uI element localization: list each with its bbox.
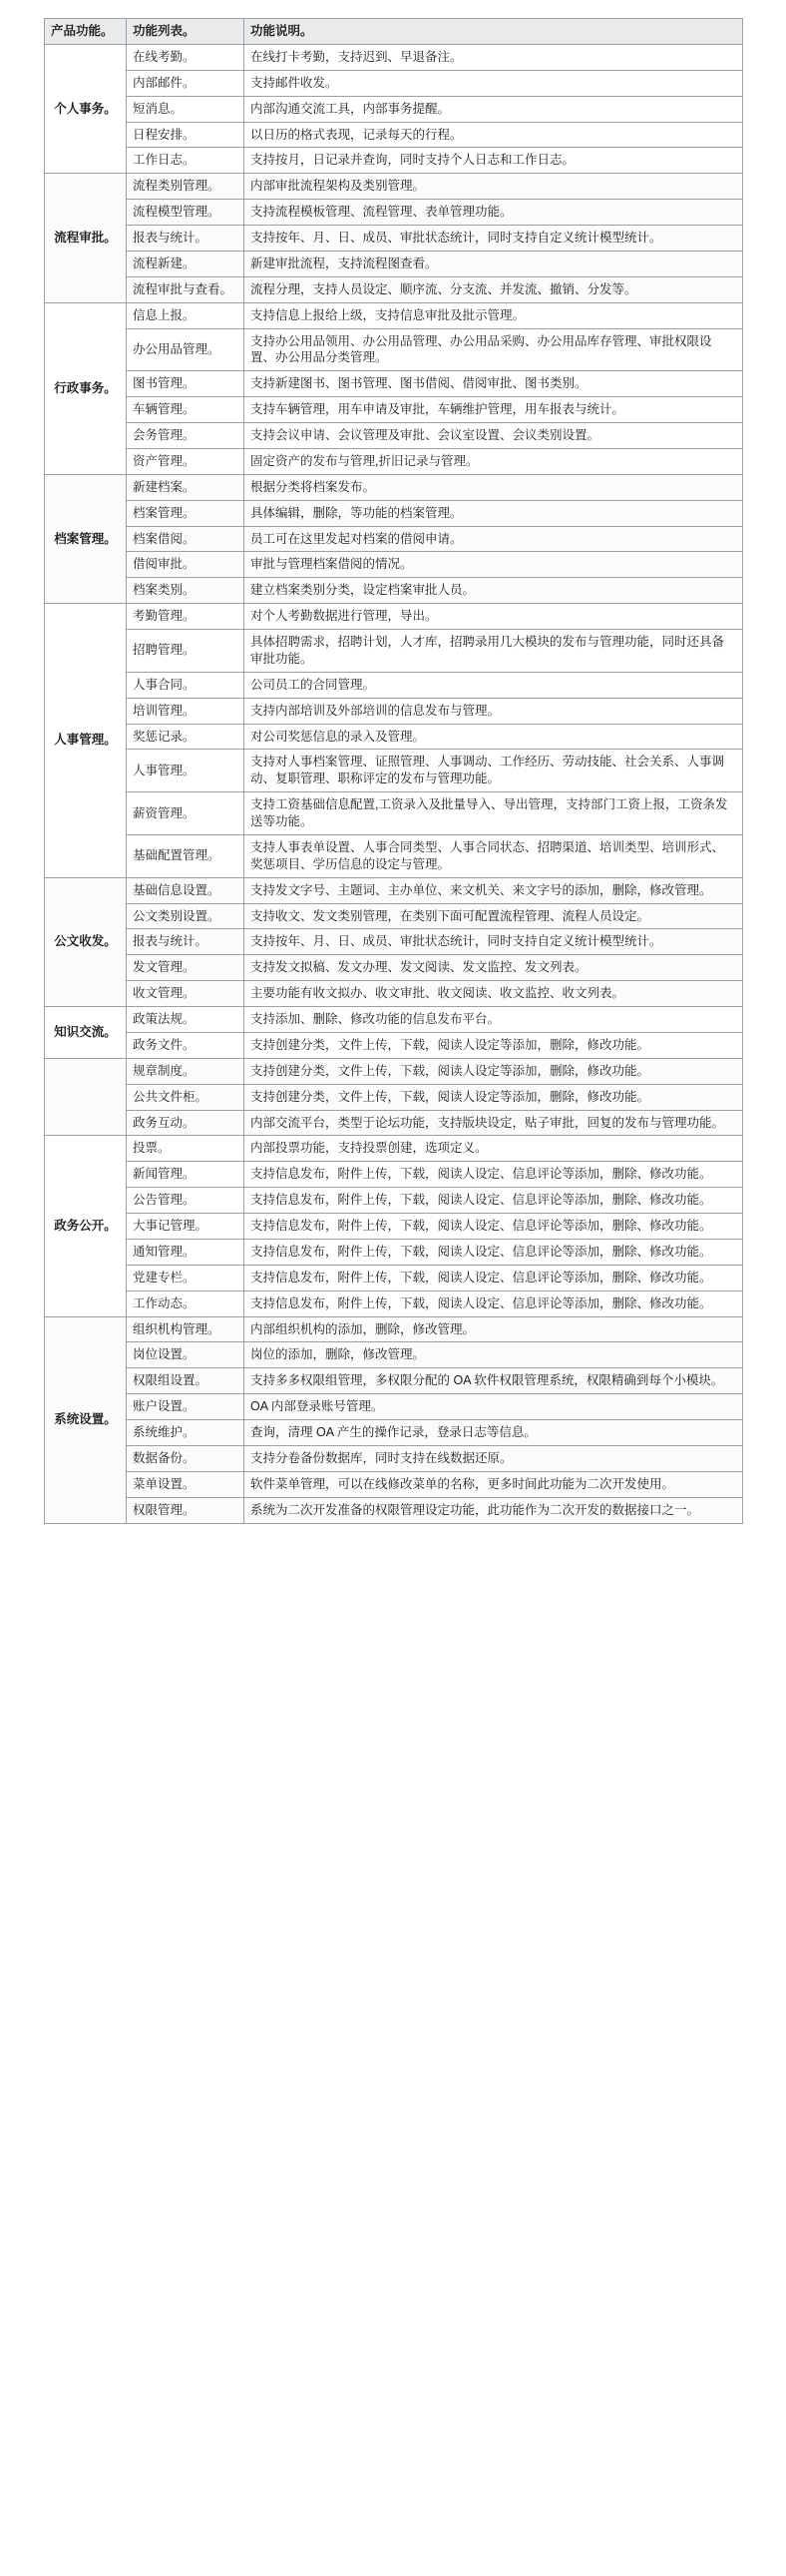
feature-description-cell: 支持内部培训及外部培训的信息发布与管理。 — [244, 698, 743, 724]
table-row — [45, 1290, 743, 1316]
feature-description-cell: 支持分卷备份数据库，同时支持在线数据还原。 — [244, 1445, 743, 1471]
feature-description-cell: 支持发文拟稿、发文办理、发文阅读、发文监控、发文列表。 — [244, 955, 743, 981]
table-row — [45, 526, 743, 552]
feature-name-cell: 内部邮件。 — [127, 70, 244, 96]
table-row — [45, 1316, 743, 1342]
table-row — [45, 371, 743, 397]
feature-name-cell: 政策法规。 — [127, 1007, 244, 1033]
table-row — [45, 1471, 743, 1497]
feature-description-cell: 内部组织机构的添加，删除，修改管理。 — [244, 1316, 743, 1342]
feature-name-cell: 权限组设置。 — [127, 1368, 244, 1394]
feature-description-cell: 支持新建图书、图书管理、图书借阅、借阅审批、图书类别。 — [244, 371, 743, 397]
feature-description-cell: 支持流程模板管理、流程管理、表单管理功能。 — [244, 200, 743, 226]
feature-description-cell: 支持信息发布，附件上传，下载，阅读人设定、信息评论等添加，删除、修改功能。 — [244, 1188, 743, 1214]
feature-description-cell: 软件菜单管理，可以在线修改菜单的名称，更多时间此功能为二次开发使用。 — [244, 1471, 743, 1497]
feature-name-cell: 政务互动。 — [127, 1110, 244, 1136]
feature-name-cell: 培训管理。 — [127, 698, 244, 724]
table-row — [45, 96, 743, 122]
feature-name-cell: 规章制度。 — [127, 1058, 244, 1084]
group-name-cell: 知识交流。 — [45, 1007, 127, 1059]
feature-description-cell: 查询，清理 OA 产生的操作记录，登录日志等信息。 — [244, 1420, 743, 1446]
feature-description-cell: 支持创建分类，文件上传，下载，阅读人设定等添加，删除，修改功能。 — [244, 1032, 743, 1058]
feature-description-cell: 审批与管理档案借阅的情况。 — [244, 552, 743, 578]
feature-description-cell: 具体招聘需求，招聘计划，人才库，招聘录用几大模块的发布与管理功能，同时还具备审批功能。 — [244, 630, 743, 673]
feature-name-cell: 办公用品管理。 — [127, 328, 244, 371]
feature-description-cell: 支持车辆管理，用车申请及审批，车辆维护管理，用车报表与统计。 — [244, 397, 743, 423]
feature-description-cell: 主要功能有收文拟办、收文审批、收文阅读、收文监控、收文列表。 — [244, 981, 743, 1007]
table-row — [45, 397, 743, 423]
table-row — [45, 1394, 743, 1420]
table-row — [45, 903, 743, 929]
table-row — [45, 698, 743, 724]
feature-description-cell: 以日历的格式表现，记录每天的行程。 — [244, 122, 743, 148]
table-row — [45, 1162, 743, 1188]
feature-name-cell: 招聘管理。 — [127, 630, 244, 673]
table-row — [45, 929, 743, 955]
feature-description-cell: 支持信息发布，附件上传，下载，阅读人设定、信息评论等添加，删除、修改功能。 — [244, 1214, 743, 1240]
feature-description-cell: 支持信息发布，附件上传，下载，阅读人设定、信息评论等添加，删除、修改功能。 — [244, 1265, 743, 1290]
table-row — [45, 552, 743, 578]
feature-name-cell: 在线考勤。 — [127, 44, 244, 70]
table-header-row — [45, 19, 743, 45]
table-row — [45, 328, 743, 371]
feature-name-cell: 流程类别管理。 — [127, 174, 244, 200]
feature-description-cell: 支持邮件收发。 — [244, 70, 743, 96]
table-row — [45, 70, 743, 96]
feature-description-cell: 支持按年、月、日、成员、审批状态统计，同时支持自定义统计模型统计。 — [244, 226, 743, 252]
group-name-cell: 档案管理。 — [45, 474, 127, 603]
feature-name-cell: 档案类别。 — [127, 578, 244, 604]
feature-name-cell: 大事记管理。 — [127, 1214, 244, 1240]
table-row — [45, 1265, 743, 1290]
table-row — [45, 44, 743, 70]
feature-description-cell: 支持信息上报给上级，支持信息审批及批示管理。 — [244, 302, 743, 328]
feature-name-cell: 流程审批与查看。 — [127, 276, 244, 302]
feature-name-cell: 新闻管理。 — [127, 1162, 244, 1188]
feature-name-cell: 新建档案。 — [127, 474, 244, 500]
feature-name-cell: 日程安排。 — [127, 122, 244, 148]
group-name-cell: 行政事务。 — [45, 302, 127, 474]
table-row — [45, 302, 743, 328]
table-row — [45, 672, 743, 698]
feature-name-cell: 资产管理。 — [127, 448, 244, 474]
table-row — [45, 604, 743, 630]
table-row — [45, 148, 743, 174]
table-row — [45, 1032, 743, 1058]
feature-description-cell: 支持信息发布，附件上传，下载，阅读人设定、信息评论等添加，删除、修改功能。 — [244, 1162, 743, 1188]
feature-description-cell: 内部审批流程架构及类别管理。 — [244, 174, 743, 200]
feature-name-cell: 菜单设置。 — [127, 1471, 244, 1497]
feature-name-cell: 发文管理。 — [127, 955, 244, 981]
feature-name-cell: 人事合同。 — [127, 672, 244, 698]
table-row — [45, 724, 743, 750]
feature-name-cell: 人事管理。 — [127, 750, 244, 792]
feature-description-cell: 支持按年、月、日、成员、审批状态统计，同时支持自定义统计模型统计。 — [244, 929, 743, 955]
table-row — [45, 1084, 743, 1110]
feature-name-cell: 政务文件。 — [127, 1032, 244, 1058]
feature-name-cell: 投票。 — [127, 1136, 244, 1162]
feature-description-cell: 支持发文字号、主题词、主办单位、来文机关、来文字号的添加，删除，修改管理。 — [244, 877, 743, 903]
feature-name-cell: 基础配置管理。 — [127, 834, 244, 877]
table-row — [45, 226, 743, 252]
group-name-cell: 个人事务。 — [45, 44, 127, 173]
table-row — [45, 955, 743, 981]
feature-description-cell: 支持对人事档案管理、证照管理、人事调动、工作经历、劳动技能、社会关系、人事调动、复职管理、职称评定的发布与管理功能。 — [244, 750, 743, 792]
feature-name-cell: 党建专栏。 — [127, 1265, 244, 1290]
column-header-function-description: 功能说明。 — [244, 19, 743, 45]
column-header-function-list: 功能列表。 — [127, 19, 244, 45]
table-row — [45, 276, 743, 302]
group-name-cell — [45, 1058, 127, 1136]
feature-name-cell: 岗位设置。 — [127, 1342, 244, 1368]
group-name-cell: 系统设置。 — [45, 1316, 127, 1523]
feature-description-cell: 岗位的添加，删除，修改管理。 — [244, 1342, 743, 1368]
group-name-cell: 流程审批。 — [45, 174, 127, 302]
feature-name-cell: 账户设置。 — [127, 1394, 244, 1420]
table-row — [45, 1342, 743, 1368]
feature-name-cell: 薪资管理。 — [127, 792, 244, 835]
feature-name-cell: 收文管理。 — [127, 981, 244, 1007]
feature-description-cell: 支持办公用品领用、办公用品管理、办公用品采购、办公用品库存管理、审批权限设置、办公用品分类管理。 — [244, 328, 743, 371]
table-row — [45, 750, 743, 792]
table-row — [45, 1136, 743, 1162]
group-name-cell: 政务公开。 — [45, 1136, 127, 1316]
table-row — [45, 1188, 743, 1214]
feature-description-cell: 支持人事表单设置、人事合同类型、人事合同状态、招聘渠道、培训类型、培训形式、奖惩项目、学历信息的设定与管理。 — [244, 834, 743, 877]
feature-description-cell: 支持工资基础信息配置,工资录入及批量导入、导出管理，支持部门工资上报，工资条发送等功能。 — [244, 792, 743, 835]
feature-description-cell: 新建审批流程，支持流程图查看。 — [244, 251, 743, 276]
table-row — [45, 1368, 743, 1394]
feature-name-cell: 工作动态。 — [127, 1290, 244, 1316]
feature-name-cell: 报表与统计。 — [127, 226, 244, 252]
table-row — [45, 834, 743, 877]
table-row — [45, 792, 743, 835]
feature-name-cell: 公告管理。 — [127, 1188, 244, 1214]
feature-name-cell: 通知管理。 — [127, 1239, 244, 1265]
table-row — [45, 448, 743, 474]
feature-name-cell: 短消息。 — [127, 96, 244, 122]
table-row — [45, 1110, 743, 1136]
table-body — [45, 44, 743, 1523]
feature-description-cell: 支持多多权限组管理，多权限分配的 OA 软件权限管理系统，权限精确到每个小模块。 — [244, 1368, 743, 1394]
feature-name-cell: 借阅审批。 — [127, 552, 244, 578]
feature-description-cell: 建立档案类别分类，设定档案审批人员。 — [244, 578, 743, 604]
table-row — [45, 877, 743, 903]
feature-description-cell: 支持创建分类，文件上传，下载，阅读人设定等添加，删除，修改功能。 — [244, 1058, 743, 1084]
feature-description-cell: 固定资产的发布与管理,折旧记录与管理。 — [244, 448, 743, 474]
feature-name-cell: 流程模型管理。 — [127, 200, 244, 226]
feature-name-cell: 考勤管理。 — [127, 604, 244, 630]
table-row — [45, 1214, 743, 1240]
table-row — [45, 251, 743, 276]
table-row — [45, 500, 743, 526]
table-row — [45, 1058, 743, 1084]
group-name-cell: 公文收发。 — [45, 877, 127, 1006]
feature-description-cell: 对公司奖惩信息的录入及管理。 — [244, 724, 743, 750]
feature-name-cell: 图书管理。 — [127, 371, 244, 397]
feature-description-cell: 流程分理，支持人员设定、顺序流、分支流、并发流、撤销、分发等。 — [244, 276, 743, 302]
feature-description-cell: 系统为二次开发准备的权限管理设定功能，此功能作为二次开发的数据接口之一。 — [244, 1497, 743, 1523]
table-row — [45, 630, 743, 673]
feature-description-cell: 公司员工的合同管理。 — [244, 672, 743, 698]
feature-description-cell: 支持按月，日记录并查询，同时支持个人日志和工作日志。 — [244, 148, 743, 174]
table-row — [45, 474, 743, 500]
table-header — [45, 19, 743, 45]
feature-name-cell: 工作日志。 — [127, 148, 244, 174]
feature-description-cell: 对个人考勤数据进行管理，导出。 — [244, 604, 743, 630]
column-header-product-function: 产品功能。 — [45, 19, 127, 45]
feature-description-cell: OA 内部登录账号管理。 — [244, 1394, 743, 1420]
feature-name-cell: 基础信息设置。 — [127, 877, 244, 903]
group-name-cell: 人事管理。 — [45, 604, 127, 878]
feature-name-cell: 车辆管理。 — [127, 397, 244, 423]
table-row — [45, 423, 743, 449]
product-features-table — [44, 18, 743, 1524]
feature-name-cell: 公共文件柜。 — [127, 1084, 244, 1110]
table-row — [45, 578, 743, 604]
feature-description-cell: 支持信息发布，附件上传，下载，阅读人设定、信息评论等添加，删除、修改功能。 — [244, 1290, 743, 1316]
feature-description-cell: 内部投票功能，支持投票创建，选项定义。 — [244, 1136, 743, 1162]
feature-description-cell: 内部沟通交流工具，内部事务提醒。 — [244, 96, 743, 122]
table-row — [45, 200, 743, 226]
table-row — [45, 1007, 743, 1033]
table-row — [45, 122, 743, 148]
feature-description-cell: 支持创建分类，文件上传，下载，阅读人设定等添加，删除，修改功能。 — [244, 1084, 743, 1110]
feature-name-cell: 数据备份。 — [127, 1445, 244, 1471]
feature-name-cell: 会务管理。 — [127, 423, 244, 449]
feature-description-cell: 在线打卡考勤，支持迟到、早退备注。 — [244, 44, 743, 70]
feature-name-cell: 公文类别设置。 — [127, 903, 244, 929]
table-row — [45, 1497, 743, 1523]
feature-name-cell: 奖惩记录。 — [127, 724, 244, 750]
feature-description-cell: 具体编辑，删除，等功能的档案管理。 — [244, 500, 743, 526]
feature-description-cell: 支持信息发布，附件上传，下载，阅读人设定、信息评论等添加，删除、修改功能。 — [244, 1239, 743, 1265]
table-row — [45, 1445, 743, 1471]
feature-name-cell: 权限管理。 — [127, 1497, 244, 1523]
table-row — [45, 1420, 743, 1446]
feature-name-cell: 系统维护。 — [127, 1420, 244, 1446]
feature-name-cell: 组织机构管理。 — [127, 1316, 244, 1342]
table-row — [45, 1239, 743, 1265]
feature-description-cell: 支持收文、发文类别管理，在类别下面可配置流程管理、流程人员设定。 — [244, 903, 743, 929]
table-row — [45, 981, 743, 1007]
feature-name-cell: 档案管理。 — [127, 500, 244, 526]
feature-description-cell: 支持添加、删除、修改功能的信息发布平台。 — [244, 1007, 743, 1033]
feature-description-cell: 员工可在这里发起对档案的借阅申请。 — [244, 526, 743, 552]
table-row — [45, 174, 743, 200]
feature-name-cell: 信息上报。 — [127, 302, 244, 328]
feature-description-cell: 内部交流平台，类型于论坛功能，支持版块设定，贴子审批，回复的发布与管理功能。 — [244, 1110, 743, 1136]
feature-name-cell: 档案借阅。 — [127, 526, 244, 552]
feature-description-cell: 支持会议申请、会议管理及审批、会议室设置、会议类别设置。 — [244, 423, 743, 449]
feature-name-cell: 流程新建。 — [127, 251, 244, 276]
feature-description-cell: 根据分类将档案发布。 — [244, 474, 743, 500]
feature-name-cell: 报表与统计。 — [127, 929, 244, 955]
